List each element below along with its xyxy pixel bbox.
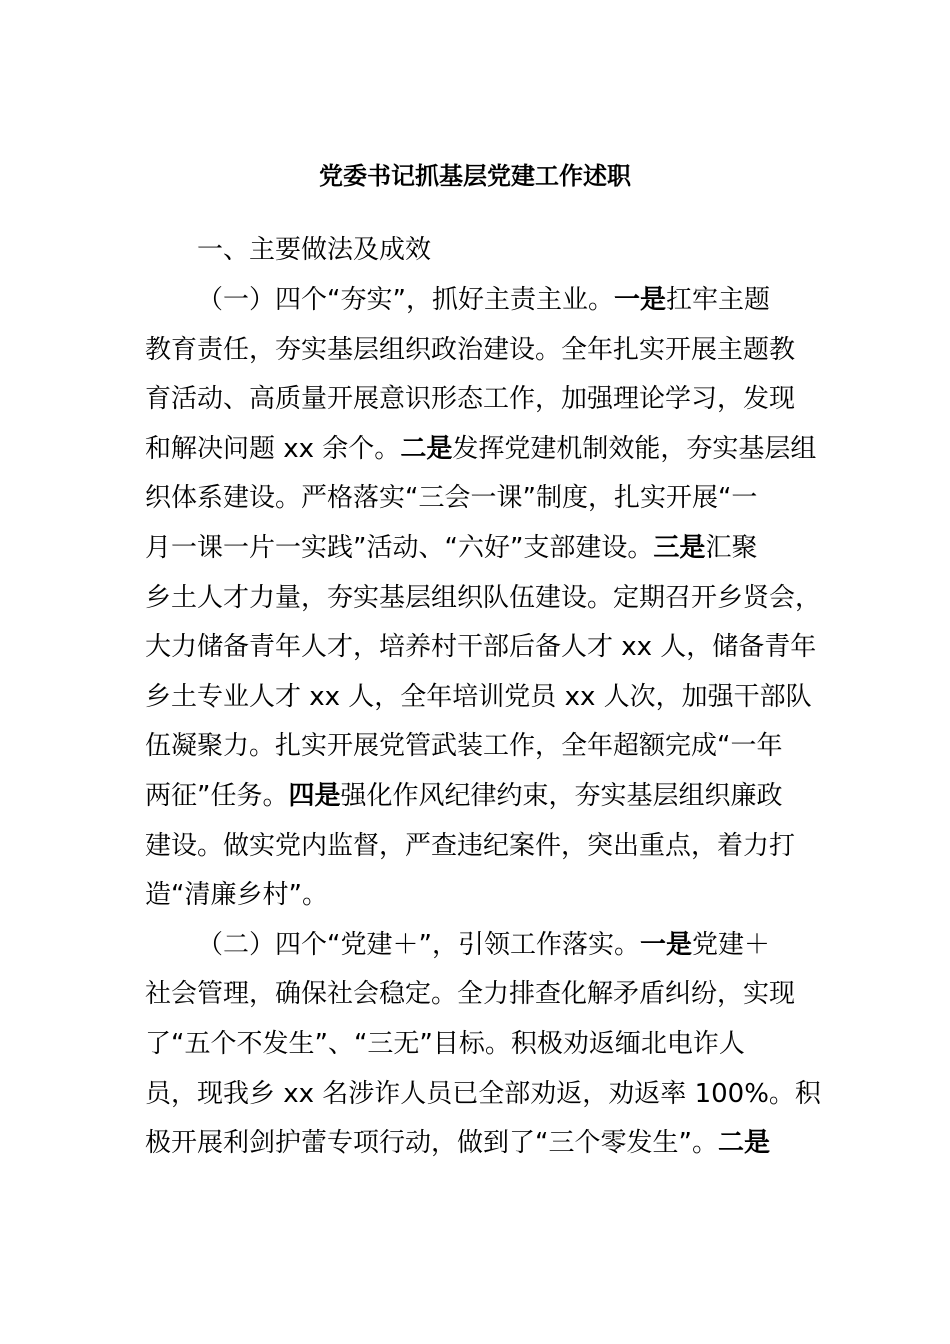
text-line [145,822,810,872]
text-segment: 党建＋ [691,929,770,960]
body-paragraphs [145,276,822,1169]
text-line [145,722,810,772]
text-segment: 社会管理，确保社会稳定。全力排查化解矛盾纠纷，实现 [145,979,796,1010]
text-segment: 月一课一片一实践”活动、“六好”支部建设。 [145,532,654,563]
text-segment: （二）四个“党建＋”，引领工作落实。 [197,929,640,960]
text-line [145,921,810,971]
text-line [145,1119,810,1169]
text-segment: 员，现我乡 xx 名涉诈人员已全部劝返，劝返率 100%。积 [145,1078,821,1109]
text-line [145,1070,821,1120]
bold-keyword: 二是 [400,433,453,464]
text-segment: 伍凝聚力。扎实开展党管武装工作，全年超额完成“一年 [145,731,783,762]
text-segment: 扛牢主题 [665,285,770,315]
text-segment: 乡土专业人才 xx 人，全年培训党员 xx 人次，加强干部队 [145,681,812,712]
text-line [145,524,810,574]
text-line [145,425,817,475]
text-line [145,326,810,376]
text-segment: 极开展利剑护蕾专项行动，做到了“三个零发生”。 [145,1128,718,1159]
section-heading: 一、主要做法及成效 [197,235,432,265]
text-line [145,1020,810,1070]
text-segment: （一）四个“夯实”，抓好主责主业。 [197,285,614,315]
text-line [145,574,822,624]
bold-keyword: 二是 [717,1128,770,1159]
text-segment: 了“五个不发生”、“三无”目标。积极劝返缅北电诈人 [145,1028,745,1059]
text-segment: 育活动、高质量开展意识形态工作，加强理论学习，发现 [145,384,796,415]
bold-keyword: 三是 [653,532,706,563]
text-line [145,772,810,822]
text-segment: 大力储备青年人才，培养村干部后备人才 xx 人，储备青年 [145,632,817,663]
text-segment: 织体系建设。严格落实“三会一课”制度，扎实开展“一 [145,483,758,514]
text-segment: 教育责任，夯实基层组织政治建设。全年扎实开展主题教 [145,334,796,365]
text-segment: 建设。做实党内监督，严查违纪案件，突出重点，着力打 [145,830,796,861]
text-segment: 汇聚 [705,532,758,563]
text-line [145,276,810,326]
text-line [145,474,810,524]
text-line [145,970,810,1020]
text-segment: 造“清廉乡村”。 [145,880,328,911]
text-segment: 发挥党建机制效能，夯实基层组 [452,433,817,464]
bold-keyword: 一是 [639,929,692,960]
bold-keyword: 一是 [613,285,666,315]
text-line [145,375,810,425]
text-segment: 强化作风纪律约束，夯实基层组织廉政 [340,780,783,811]
section-heading-block [145,226,810,276]
text-line [145,871,810,921]
text-line [145,623,817,673]
text-line [145,673,810,723]
text-segment: 两征”任务。 [145,780,289,811]
bold-keyword: 四是 [288,780,341,811]
text-segment: 和解决问题 xx 余个。 [145,433,401,464]
text-segment: 乡土人才力量，夯实基层组织队伍建设。定期召开乡贤会， [145,582,822,613]
document-title: 党委书记抓基层党建工作述职 [319,162,631,190]
